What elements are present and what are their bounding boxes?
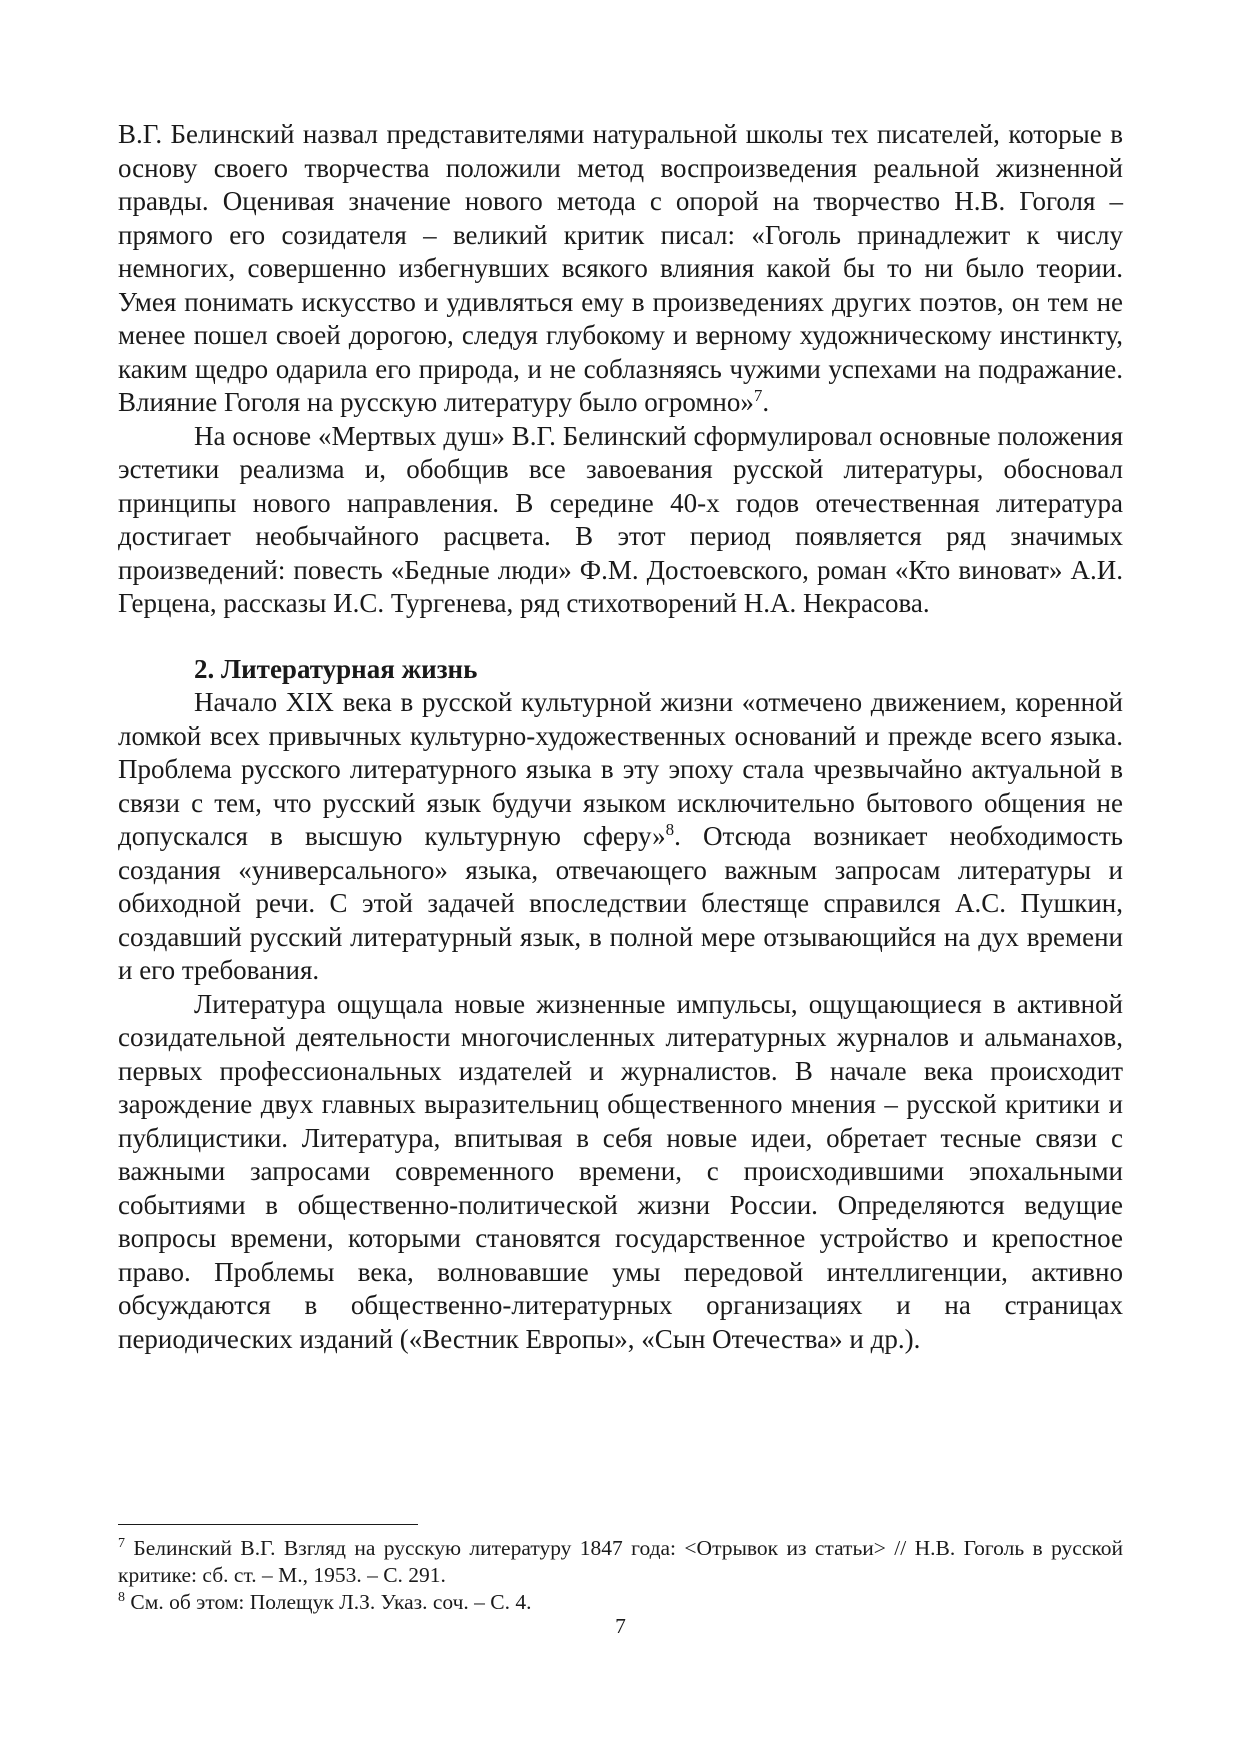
paragraph-text: Начало XIX века в русской культурной жизни «отмечено движением, коренной ломкой всех привычных культурно-художественных оснований и прежде всего языка. Проблема русского литературного языка в эту эпоху стала чрезвычайно актуальной в связи с тем, что русский язык будучи языком исключительно бытового общения не допускался в высшую культурную сферу» bbox=[118, 687, 1123, 851]
footnote-7 bbox=[118, 1535, 1123, 1589]
footnote-divider bbox=[118, 1524, 418, 1525]
footnote-text: См. об этом: Полещук Л.З. Указ. соч. – С. 4. bbox=[125, 1590, 532, 1614]
footnote-ref-7[interactable]: 7 bbox=[753, 386, 763, 405]
page-number: 7 bbox=[615, 1614, 626, 1638]
section-heading: 2. Литературная жизнь bbox=[194, 653, 478, 684]
footnote-number: 8 bbox=[118, 1589, 125, 1605]
paragraph-dead-souls: На основе «Мертвых душ» В.Г. Белинский сформулировал основные положения эстетики реализма и, обобщив все завоевания русской литературы, обосновал принципы нового направления. В середине 40-х годов отечественная литература достигает необычайного расцвета. В этот период появляется ряд значимых произведений: повесть «Бедные люди» Ф.М. Достоевского, роман «Кто виноват» А.И. Герцена, рассказы И.С. Тургенева, ряд стихотворений Н.А. Некрасова. bbox=[118, 420, 1123, 618]
paragraph-text: В.Г. Белинский назвал представителями натуральной школы тех писателей, которые в основу своего творчества положили метод воспроизведения реальной жизненной правды. Оценивая значение нового метода с опорой на творчество Н.В. Гоголя – прямого его созидателя – великий критик писал: «Гоголь принадлежит к числу немногих, совершенно избегнувших всякого влияния какой бы то ни было теории. Умея понимать искусство и удивляться ему в произведениях других поэтов, он тем не менее пошел своей дорогою, следуя глубокому и верному художническому инстинкту, каким щедро одарила его природа, и не соблазняясь чужими успехами на подражание. Влияние Гоголя на русскую литературу было огромно» bbox=[118, 119, 1123, 417]
footnotes bbox=[118, 1524, 1123, 1616]
footnote-ref-8[interactable]: 8 bbox=[665, 820, 675, 839]
paragraph-literary-language bbox=[118, 686, 1123, 988]
footnote-text: Белинский В.Г. Взгляд на русскую литературу 1847 года: <Отрывок из статьи> // Н.В. Гоголь в русской критике: сб. ст. – М., 1953. – С. 291. bbox=[118, 1536, 1123, 1587]
paragraph-tail: . bbox=[762, 387, 770, 417]
footnote-8 bbox=[118, 1589, 1123, 1616]
footnote-number: 7 bbox=[118, 1535, 125, 1551]
page-body bbox=[118, 118, 1123, 1356]
paragraph-belinsky-natural-school bbox=[118, 118, 1123, 420]
paragraph-tail: . Отсюда возникает необходимость создания «универсального» языка, отвечающего важным запросам литературы и обиходной речи. С этой задачей впоследствии блестяще справился А.С. Пушкин, создавший русский литературный язык, в полной мере отзывающийся на дух времени и его требования. bbox=[118, 821, 1123, 985]
paragraph-literary-journals: Литература ощущала новые жизненные импульсы, ощущающиеся в активной созидательной деятельности многочисленных литературных журналов и альманахов, первых профессиональных издателей и журналистов. В начале века происходит зарождение двух главных выразительниц общественного мнения – русской критики и публицистики. Литература, впитывая в себя новые идеи, обретает тесные связи с важными запросами современного времени, с происходившими эпохальными событиями в общественно-политической жизни России. Определяются ведущие вопросы времени, которыми становятся государственное устройство и крепостное право. Проблемы века, волновавшие умы передовой интеллигенции, активно обсуждаются в общественно-литературных организациях и на страницах периодических изданий («Вестник Европы», «Сын Отечества» и др.). bbox=[118, 988, 1123, 1354]
